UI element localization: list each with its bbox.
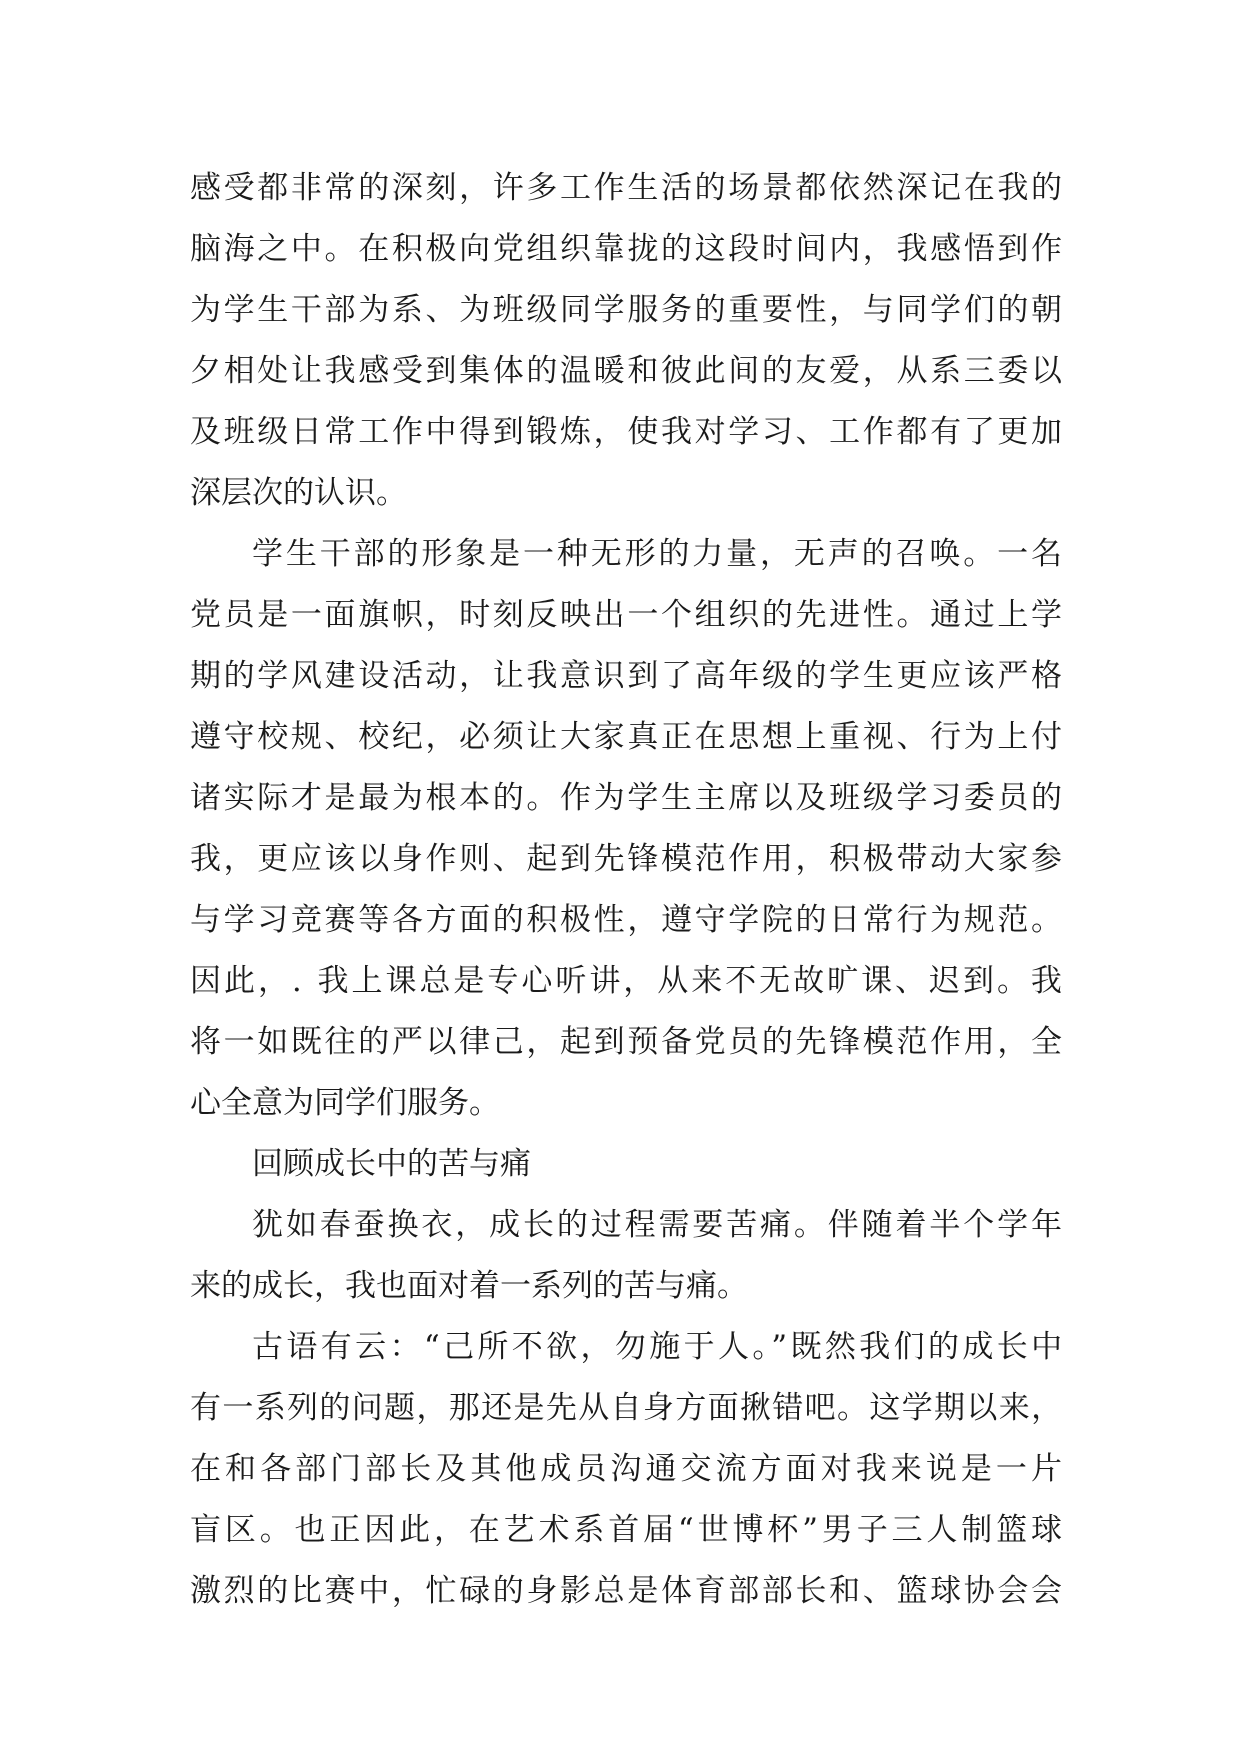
paragraph-first-line: 学生干部的形象是一种无形的力量，无声的召唤。一名 [252,536,1065,572]
text-line: 脑海之中。在积极向党组织靠拢的这段时间内，我感悟到作 [190,231,1065,267]
text-line: 深层次的认识。 [190,475,407,511]
paragraph-first-line: 犹如春蚕换衣，成长的过程需要苦痛。伴随着半个学年 [252,1207,1065,1243]
text-line: 在和各部门部长及其他成员沟通交流方面对我来说是一片 [190,1451,1066,1487]
text-line: 诸实际才是最为根本的。作为学生主席以及班级学习委员的 [190,780,1065,816]
text-line: 夕相处让我感受到集体的温暖和彼此间的友爱，从系三委以 [190,353,1065,389]
text-line: 期的学风建设活动，让我意识到了高年级的学生更应该严格 [190,658,1065,694]
text-line: 我，更应该以身作则、起到先锋模范作用，积极带动大家参 [190,841,1065,877]
text-line: 与学习竞赛等各方面的积极性，遵守学院的日常行为规范。 [190,902,1065,938]
text-line: 感受都非常的深刻，许多工作生活的场景都依然深记在我的 [190,170,1065,206]
document-body [190,158,1066,1622]
section-heading: 回顾成长中的苦与痛 [252,1146,531,1182]
text-line: 及班级日常工作中得到锻炼，使我对学习、工作都有了更加 [190,414,1065,450]
text-line: 盲区。也正因此，在艺术系首届“世博杯”男子三人制篮球 [190,1512,1066,1548]
text-line: 来的成长，我也面对着一系列的苦与痛。 [190,1268,748,1304]
text-line: 为学生干部为系、为班级同学服务的重要性，与同学们的朝 [190,292,1065,328]
text-line: 将一如既往的严以律己，起到预备党员的先锋模范作用，全 [190,1024,1065,1060]
text-line: 因此，. 我上课总是专心听讲，从来不无故旷课、迟到。我 [190,963,1065,999]
text-line: 遵守校规、校纪，必须让大家真正在思想上重视、行为上付 [190,719,1065,755]
paragraph-first-line: 古语有云：“己所不欲，勿施于人。”既然我们的成长中 [252,1329,1066,1365]
text-line: 有一系列的问题，那还是先从自身方面揪错吧。这学期以来， [190,1390,1064,1426]
text-line: 党员是一面旗帜，时刻反映出一个组织的先进性。通过上学 [190,597,1065,633]
text-line: 激烈的比赛中，忙碌的身影总是体育部部长和、篮球协会会 [190,1573,1065,1609]
text-line: 心全意为同学们服务。 [190,1085,500,1121]
